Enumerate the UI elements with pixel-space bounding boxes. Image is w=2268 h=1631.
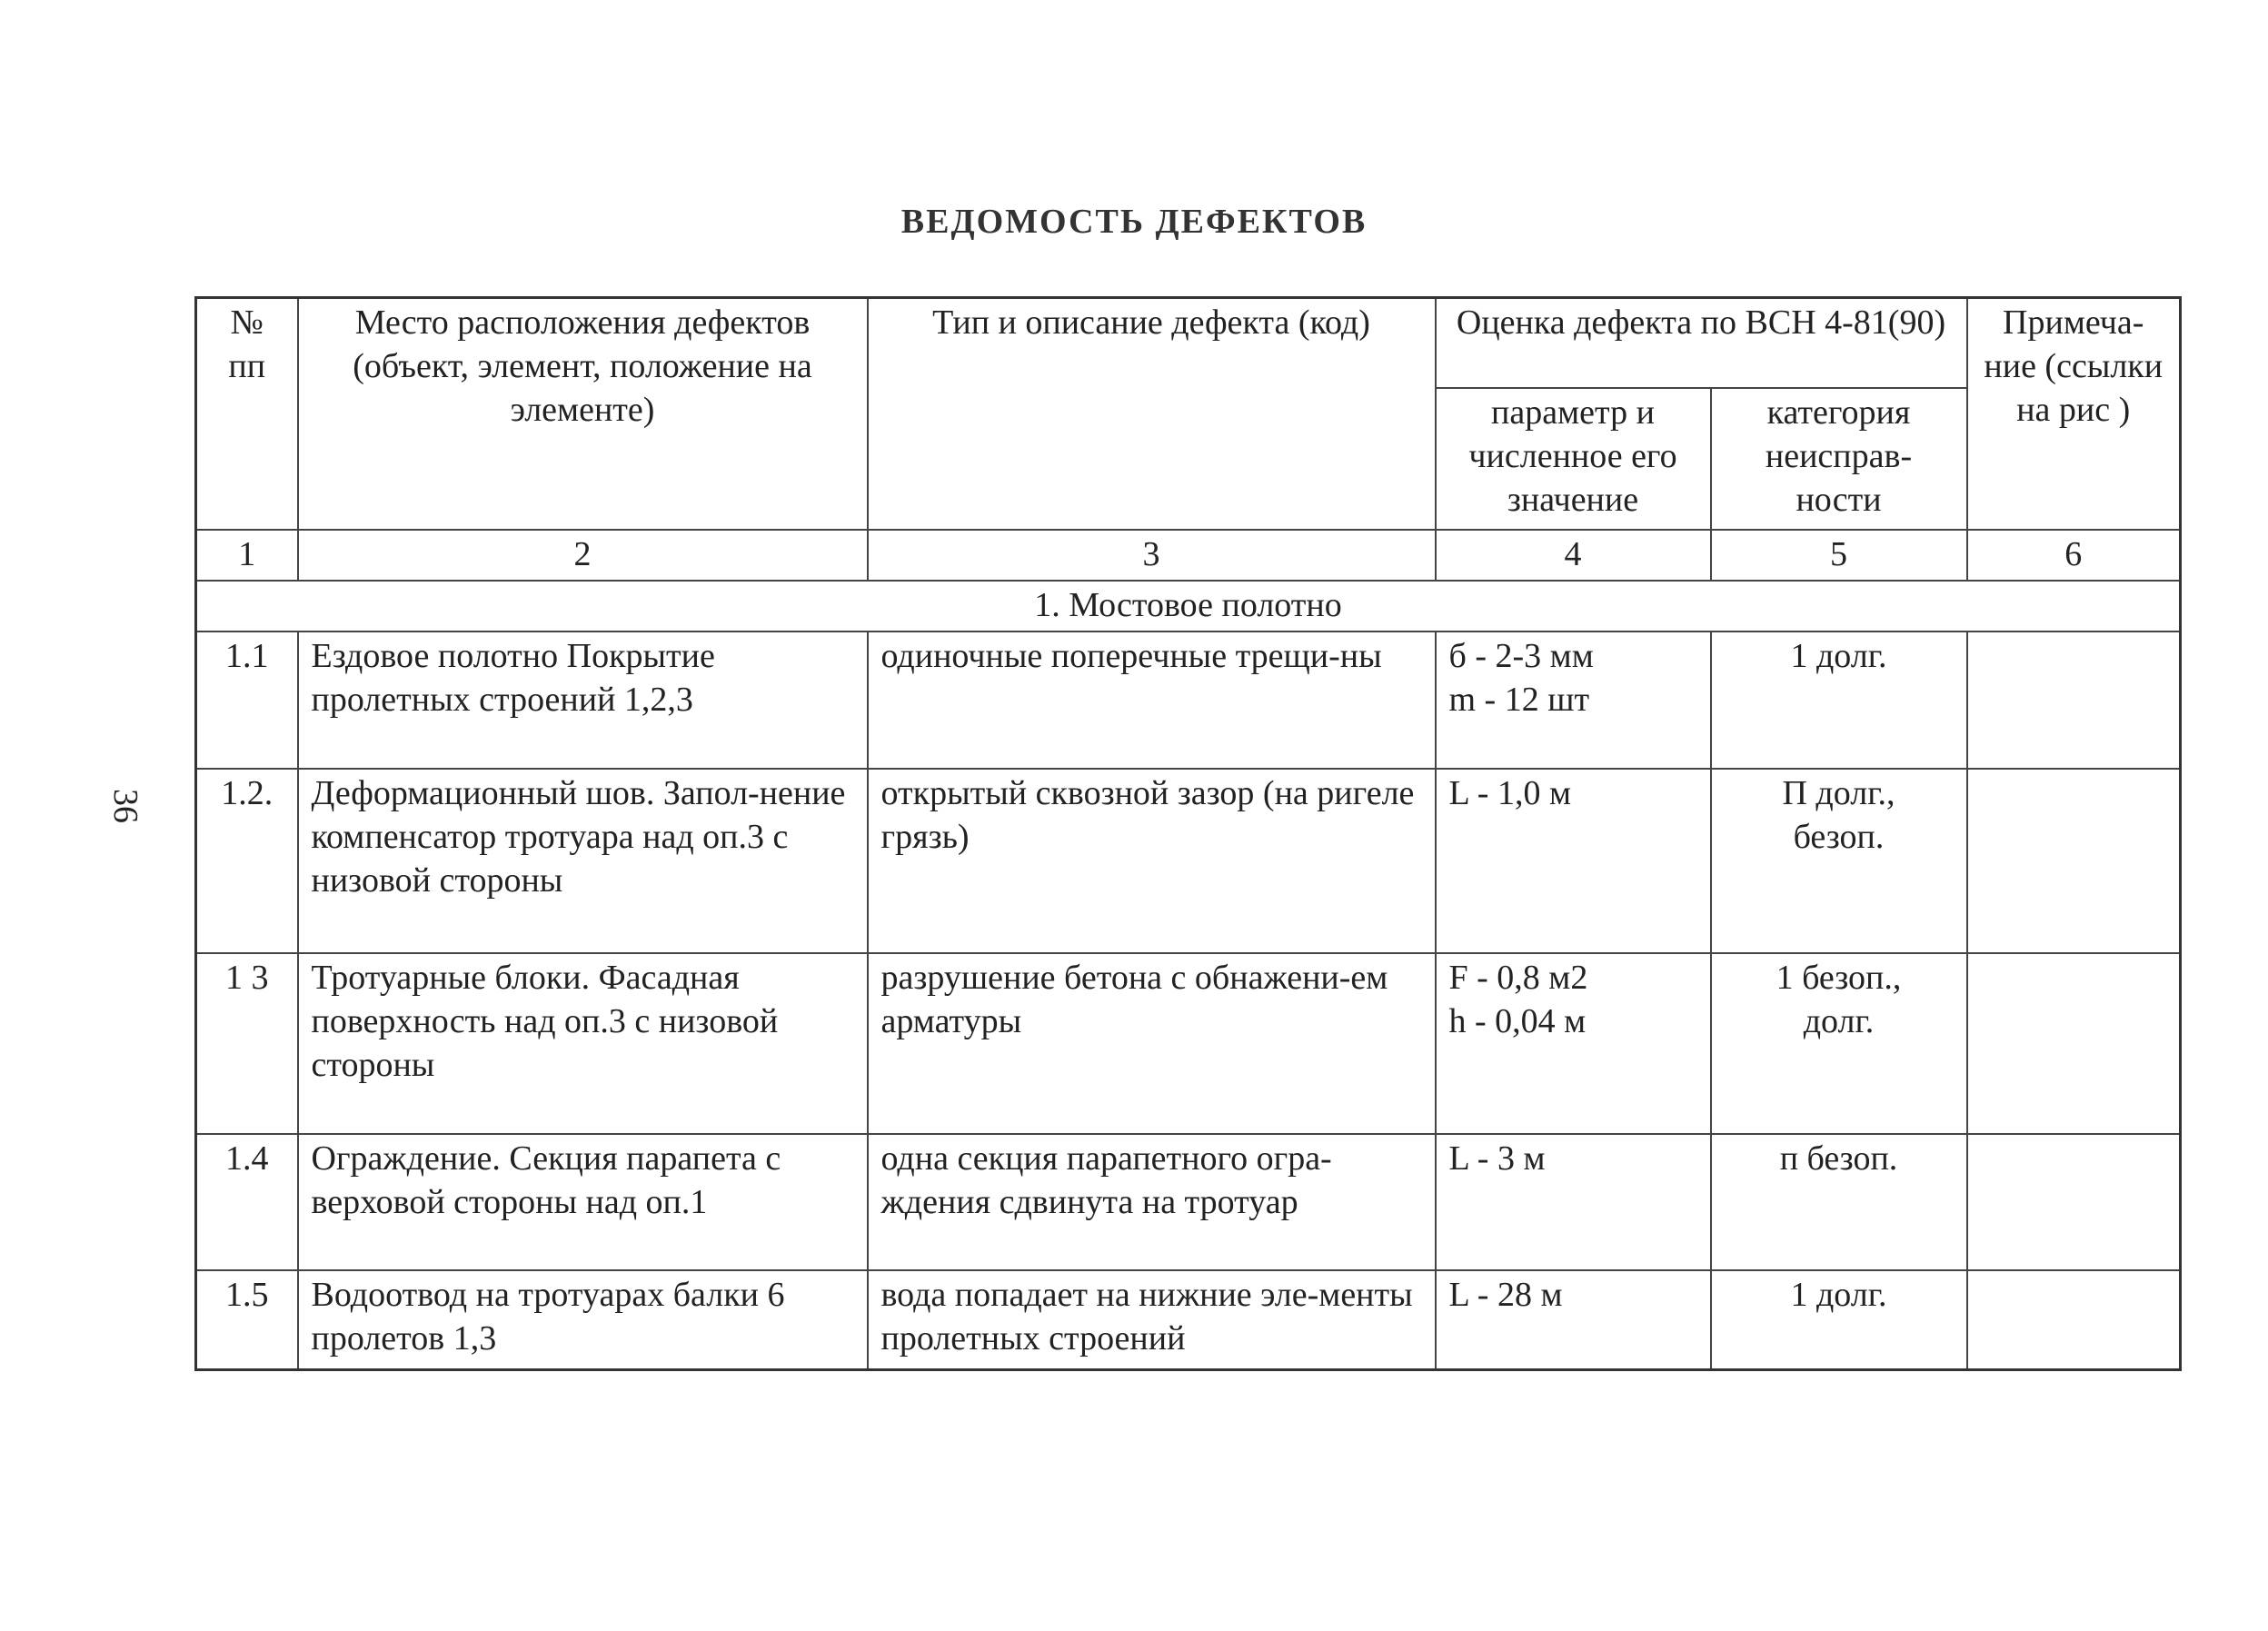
row-note (1967, 769, 2181, 952)
document-title: ВЕДОМОСТЬ ДЕФЕКТОВ (900, 203, 1368, 241)
row-num: 1.5 (196, 1270, 298, 1369)
section-title: 1. Мостовое полотно (196, 581, 2181, 632)
column-number: 4 (1436, 530, 1711, 581)
header-note: Примеча-ние (ссылки на рис ) (1967, 298, 2181, 530)
table-row (196, 632, 2181, 770)
row-num: 1.2. (196, 769, 298, 952)
table-row (196, 1134, 2181, 1270)
column-number: 5 (1711, 530, 1967, 581)
row-note (1967, 1270, 2181, 1369)
row-description: вода попадает на нижние эле-менты пролетных строений (868, 1270, 1436, 1369)
column-number: 1 (196, 530, 298, 581)
row-location: Ограждение. Секция парапета с верховой стороны над оп.1 (298, 1134, 868, 1270)
row-param: F - 0,8 м2 h - 0,04 м (1436, 953, 1711, 1134)
row-param: L - 28 м (1436, 1270, 1711, 1369)
row-description: одна секция парапетного огра-ждения сдвинута на тротуар (868, 1134, 1436, 1270)
row-category: п безоп. (1711, 1134, 1967, 1270)
row-description: открытый сквозной зазор (на ригеле грязь) (868, 769, 1436, 952)
row-location: Ездовое полотно Покрытие пролетных строений 1,2,3 (298, 632, 868, 770)
row-num: 1.1 (196, 632, 298, 770)
header-type: Тип и описание дефекта (код) (868, 298, 1436, 530)
column-number: 2 (298, 530, 868, 581)
row-description: одиночные поперечные трещи-ны (868, 632, 1436, 770)
row-location: Деформационный шов. Запол-нение компенсатор тротуара над оп.3 с низовой стороны (298, 769, 868, 952)
row-num: 1.4 (196, 1134, 298, 1270)
header-num: № пп (196, 298, 298, 530)
row-category: П долг., безоп. (1711, 769, 1967, 952)
header-param: параметр и численное его значение (1436, 388, 1711, 530)
row-category: 1 долг. (1711, 1270, 1967, 1369)
table-row (196, 1270, 2181, 1369)
header-assessment: Оценка дефекта по ВСН 4-81(90) (1436, 298, 1967, 389)
column-number: 6 (1967, 530, 2181, 581)
column-number: 3 (868, 530, 1436, 581)
row-num: 1 3 (196, 953, 298, 1134)
row-category: 1 безоп., долг. (1711, 953, 1967, 1134)
row-location: Водоотвод на тротуарах балки 6 пролетов 1,3 (298, 1270, 868, 1369)
table-row (196, 953, 2181, 1134)
table-row (196, 769, 2181, 952)
page-number: 36 (106, 789, 144, 823)
header-category: категория неисправ-ности (1711, 388, 1967, 530)
row-category: 1 долг. (1711, 632, 1967, 770)
row-note (1967, 1134, 2181, 1270)
row-location: Тротуарные блоки. Фасадная поверхность над оп.3 с низовой стороны (298, 953, 868, 1134)
row-description: разрушение бетона с обнажени-ем арматуры (868, 953, 1436, 1134)
row-param: б - 2-3 мм m - 12 шт (1436, 632, 1711, 770)
row-param: L - 1,0 м (1436, 769, 1711, 952)
defects-table (194, 296, 2182, 1371)
row-param: L - 3 м (1436, 1134, 1711, 1270)
row-note (1967, 632, 2181, 770)
header-location: Место расположения дефектов (объект, элемент, положение на элементе) (298, 298, 868, 530)
row-note (1967, 953, 2181, 1134)
